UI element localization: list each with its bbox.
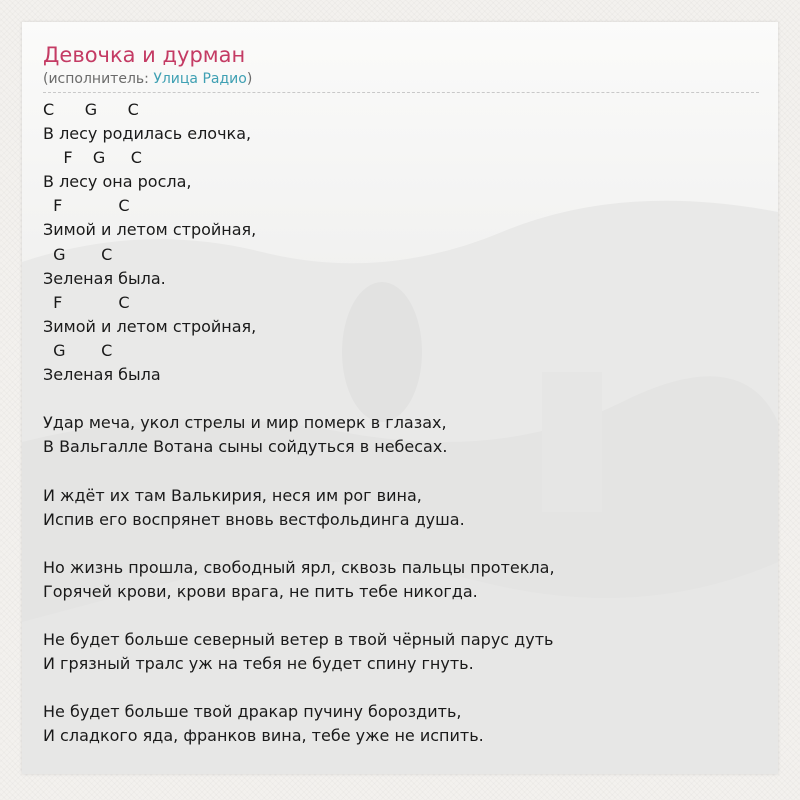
blank-line bbox=[43, 459, 758, 483]
lyric-line: Удар меча, укол стрелы и мир померк в глазах, bbox=[43, 413, 447, 433]
chord-line: F G C bbox=[43, 148, 142, 168]
chord-line: G C bbox=[43, 244, 113, 264]
chord-line: G C bbox=[43, 340, 113, 360]
lyric-line: Зимой и летом стройная, bbox=[43, 220, 257, 240]
blank-line bbox=[43, 676, 758, 700]
song-card bbox=[22, 22, 778, 774]
song-subtitle bbox=[43, 70, 758, 88]
lyric-line: Зеленая была. bbox=[43, 268, 166, 288]
title-divider bbox=[43, 92, 759, 93]
lyric-line: И ждёт их там Валькирия, неся им рог вина, bbox=[43, 485, 422, 505]
lyric-line: Не будет больше твой дракар пучину бороздить, bbox=[43, 702, 462, 722]
lyric-line: Не будет больше северный ветер в твой чёрный парус дуть bbox=[43, 630, 554, 650]
subtitle-prefix: (исполнитель: bbox=[43, 71, 154, 87]
song-title: Девочка и дурман bbox=[43, 43, 246, 67]
lyric-line: И сладкого яда, франков вина, тебе уже не испить. bbox=[43, 726, 484, 746]
artist-link[interactable]: Улица Радио bbox=[153, 71, 247, 87]
subtitle-suffix: ) bbox=[246, 71, 253, 87]
lyric-line: Зимой и летом стройная, bbox=[43, 316, 257, 336]
chord-line: C G C bbox=[43, 100, 139, 119]
lyric-line: Но жизнь прошла, свободный ярл, сквозь пальцы протекла, bbox=[43, 557, 555, 577]
blank-line bbox=[43, 604, 758, 628]
lyric-line: В Вальгалле Вотана сыны сойдуться в небесах. bbox=[43, 437, 448, 457]
lyric-line: В лесу она росла, bbox=[43, 172, 192, 192]
song-text bbox=[43, 98, 758, 749]
chord-line: F C bbox=[43, 196, 130, 216]
lyric-line: В лесу родилась елочка, bbox=[43, 124, 252, 144]
lyric-line: И грязный тралс уж на тебя не будет спину гнуть. bbox=[43, 654, 474, 674]
lyric-line: Испив его воспрянет вновь вестфольдинга душа. bbox=[43, 509, 465, 529]
chord-line: F C bbox=[43, 292, 130, 312]
blank-line bbox=[43, 532, 758, 556]
lyric-line: Зеленая была bbox=[43, 365, 161, 385]
blank-line bbox=[43, 387, 758, 411]
lyric-line: Горячей крови, крови врага, не пить тебе никогда. bbox=[43, 581, 478, 601]
song-content bbox=[43, 40, 758, 749]
